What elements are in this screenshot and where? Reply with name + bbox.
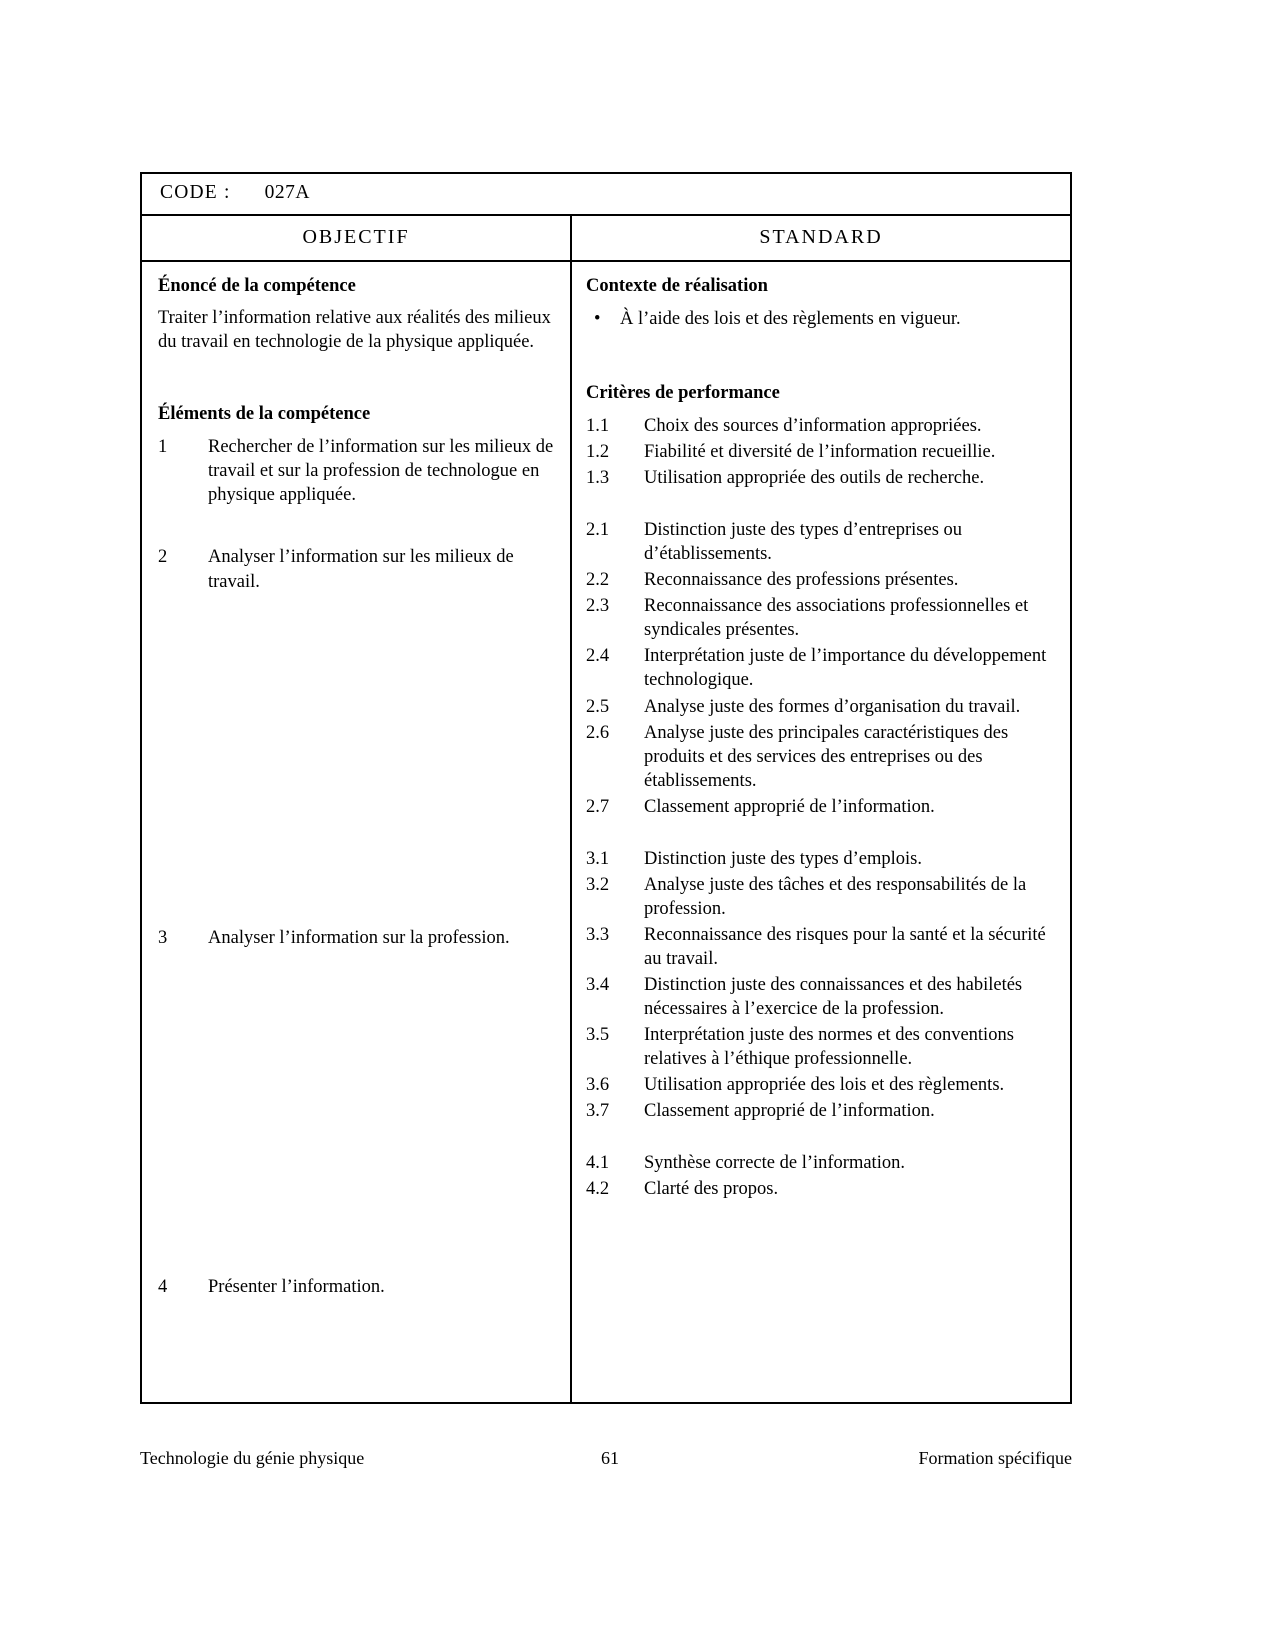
context-title: Contexte de réalisation xyxy=(586,276,768,296)
page-footer xyxy=(140,1448,1072,1469)
item-number: 1.3 xyxy=(586,468,610,489)
table-header-row xyxy=(142,216,1070,262)
criteria-title: Critères de performance xyxy=(586,383,780,404)
list-item xyxy=(586,1073,1056,1097)
item-text: Présenter l’information. xyxy=(208,1276,385,1297)
item-text: Analyse juste des tâches et des responsabilités de la profession. xyxy=(644,874,1027,919)
competence-statement-title: Énoncé de la compétence xyxy=(158,276,356,296)
item-text: Synthèse correcte de l’information. xyxy=(644,1153,905,1174)
list-item xyxy=(586,1177,1056,1201)
item-number: 3.7 xyxy=(586,1101,610,1122)
item-number: 2.5 xyxy=(586,696,610,717)
list-item xyxy=(586,1023,1056,1071)
code-value: 027A xyxy=(264,182,310,203)
list-item xyxy=(586,644,1056,692)
item-number: 2.4 xyxy=(586,646,610,667)
item-number: 2.6 xyxy=(586,722,610,743)
list-item xyxy=(586,695,1056,719)
item-text: Clarté des propos. xyxy=(644,1179,779,1200)
item-number: 2 xyxy=(158,547,168,568)
spacer xyxy=(586,492,1056,518)
item-text: Classement approprié de l’information. xyxy=(644,796,935,817)
criteria-group-1 xyxy=(586,414,1056,490)
item-number: 4.2 xyxy=(586,1179,610,1200)
list-item xyxy=(586,1151,1056,1175)
footer-program-name: Technologie du génie physique xyxy=(140,1448,365,1468)
criteria-group-2 xyxy=(586,518,1056,819)
footer-section-name: Formation spécifique xyxy=(918,1448,1072,1468)
list-item xyxy=(586,568,1056,592)
item-number: 4 xyxy=(158,1276,168,1297)
item-number: 3.1 xyxy=(586,848,610,869)
item-text: Rechercher de l’information sur les milieux de travail et sur la profession de technologue en physique appliquée. xyxy=(208,437,554,506)
list-item xyxy=(586,440,1056,464)
list-item xyxy=(586,873,1056,921)
item-text: Analyse juste des formes d’organisation du travail. xyxy=(644,696,1021,717)
item-number: 3 xyxy=(158,927,168,948)
list-item xyxy=(586,414,1056,438)
list-item xyxy=(586,795,1056,819)
item-number: 3.3 xyxy=(586,924,610,945)
header-objectif: OBJECTIF xyxy=(302,226,410,248)
context-bullet xyxy=(586,307,1056,331)
item-text: Classement approprié de l’information. xyxy=(644,1101,935,1122)
item-number: 3.2 xyxy=(586,874,610,895)
standard-column xyxy=(570,262,1070,1402)
item-text: Reconnaissance des associations professionnelles et syndicales présentes. xyxy=(644,596,1029,641)
item-text: Fiabilité et diversité de l’information recueillie. xyxy=(644,442,996,463)
table-body-row xyxy=(142,262,1070,1402)
item-number: 4.1 xyxy=(586,1153,610,1174)
item-number: 1.1 xyxy=(586,416,610,437)
bullet-icon: • xyxy=(594,309,601,329)
objectif-column xyxy=(142,262,570,1402)
item-number: 3.5 xyxy=(586,1025,610,1046)
list-item xyxy=(586,847,1056,871)
item-text: Analyser l’information sur les milieux de travail. xyxy=(208,547,514,592)
footer-page-number: 61 xyxy=(601,1448,619,1468)
list-item xyxy=(586,973,1056,1021)
item-number: 2.2 xyxy=(586,570,610,591)
competence-statement-text: Traiter l’information relative aux réalités des milieux du travail en technologie de la physique appliquée. xyxy=(158,308,551,352)
item-number: 2.7 xyxy=(586,796,610,817)
item-text: Distinction juste des types d’entreprises ou d’établissements. xyxy=(644,520,963,565)
item-text: Utilisation appropriée des outils de recherche. xyxy=(644,468,985,489)
code-label: CODE : xyxy=(160,182,231,203)
spacer xyxy=(586,1125,1056,1151)
item-number: 2.3 xyxy=(586,596,610,617)
list-item xyxy=(586,923,1056,971)
item-number: 3.6 xyxy=(586,1075,610,1096)
item-text: Distinction juste des types d’emplois. xyxy=(644,848,922,869)
spacer xyxy=(586,337,1056,379)
item-number: 1.2 xyxy=(586,442,610,463)
code-row xyxy=(142,174,1070,216)
list-item xyxy=(586,518,1056,566)
context-bullet-text: À l’aide des lois et des règlements en vigueur. xyxy=(620,309,961,329)
item-text: Interprétation juste de l’importance du développement technologique. xyxy=(644,646,1047,691)
item-text: Reconnaissance des risques pour la santé et la sécurité au travail. xyxy=(644,924,1046,969)
spacer xyxy=(586,821,1056,847)
list-item xyxy=(158,1275,556,1299)
item-text: Utilisation appropriée des lois et des règlements. xyxy=(644,1075,1005,1096)
competence-elements-list xyxy=(158,435,556,1298)
item-text: Analyser l’information sur la profession. xyxy=(208,927,510,948)
competence-elements-title: Éléments de la compétence xyxy=(158,404,371,425)
item-text: Choix des sources d’information appropriées. xyxy=(644,416,982,437)
item-number: 1 xyxy=(158,437,168,458)
item-text: Analyse juste des principales caractéristiques des produits et des services des entreprises ou des établissements. xyxy=(644,722,1009,791)
item-text: Distinction juste des connaissances et des habiletés nécessaires à l’exercice de la profession. xyxy=(644,974,1023,1020)
item-text: Reconnaissance des professions présentes. xyxy=(644,570,959,591)
list-item xyxy=(158,435,556,507)
list-item xyxy=(158,545,556,593)
list-item xyxy=(586,721,1056,793)
header-standard: STANDARD xyxy=(570,216,1070,260)
criteria-group-3 xyxy=(586,847,1056,1124)
item-number: 2.1 xyxy=(586,520,610,541)
list-item xyxy=(586,594,1056,642)
item-text: Interprétation juste des normes et des conventions relatives à l’éthique professionnelle. xyxy=(644,1025,1014,1070)
spacer xyxy=(158,358,556,400)
list-item xyxy=(158,926,556,950)
competency-table xyxy=(140,172,1072,1404)
list-item xyxy=(586,466,1056,490)
item-number: 3.4 xyxy=(586,974,610,995)
list-item xyxy=(586,1099,1056,1123)
criteria-group-4 xyxy=(586,1151,1056,1201)
